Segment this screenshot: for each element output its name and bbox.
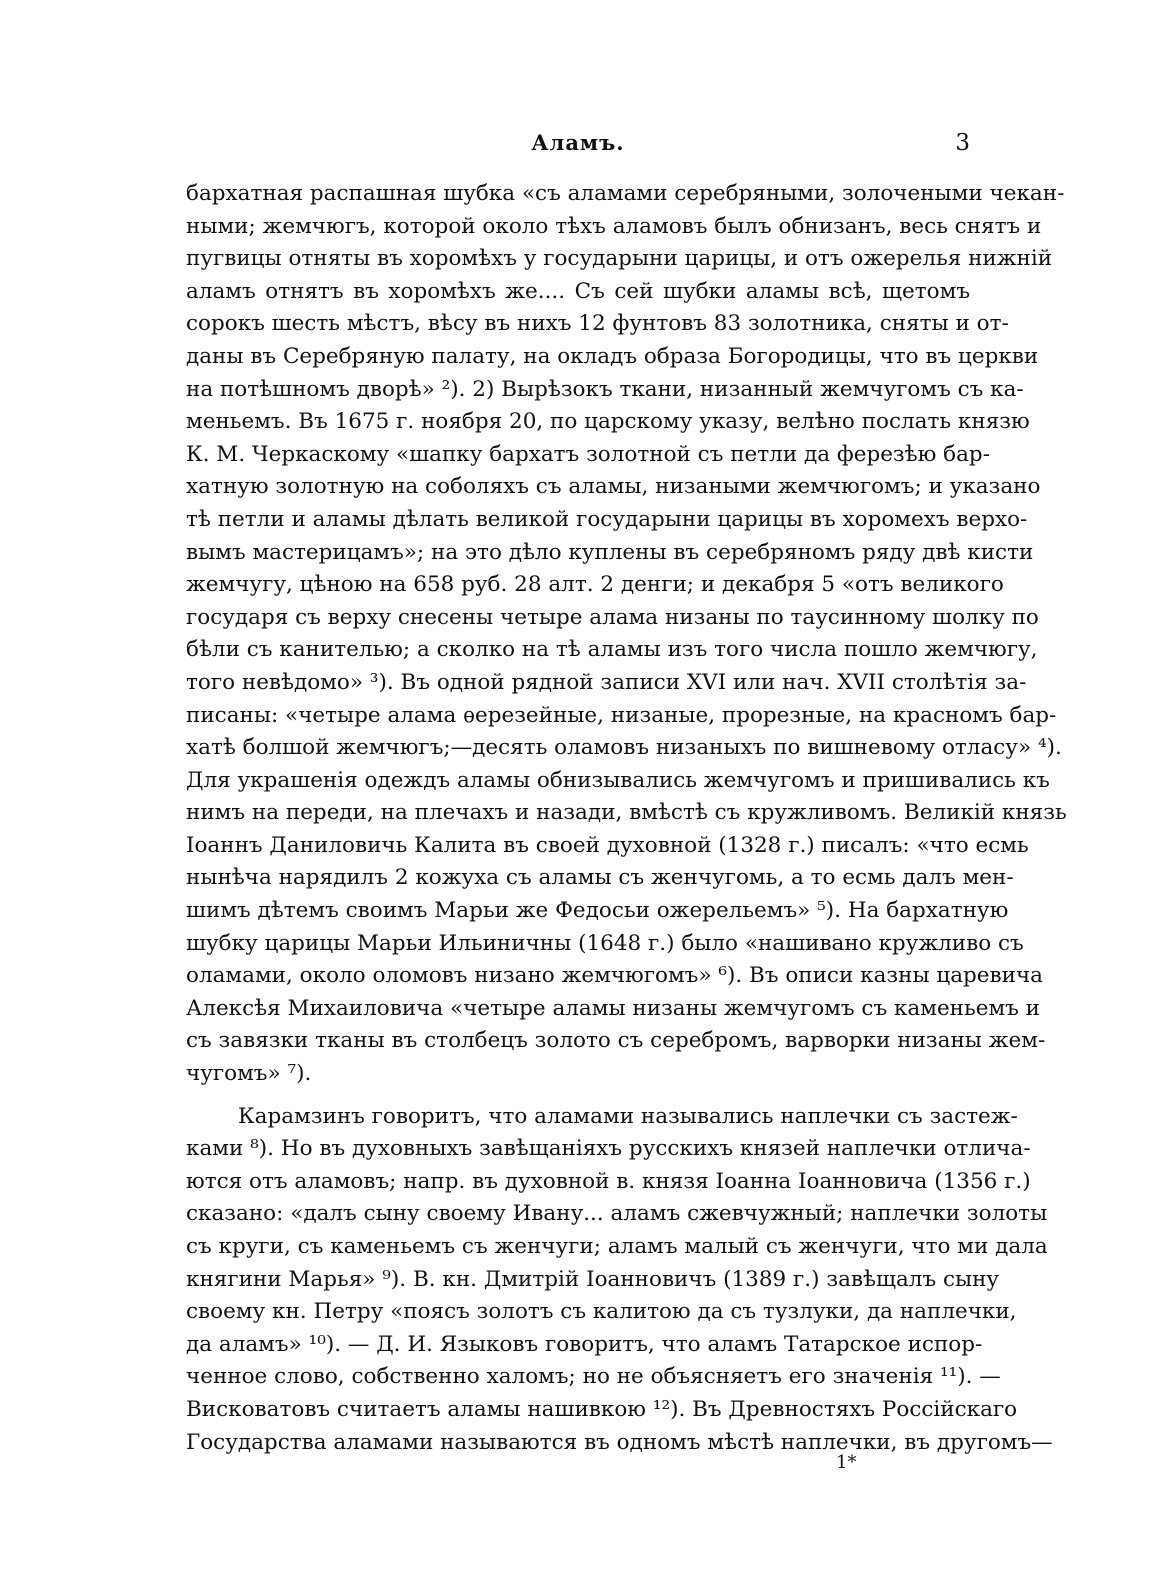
text-line: ками ⁸). Но въ духовныхъ завѣщаніяхъ русскихъ князей наплечки отлича- [186, 1136, 1031, 1162]
text-line: государя съ верху снесены четыре алама низаны по таусинному шолку по [186, 604, 1039, 630]
text-line: ются отъ аламовъ; напр. въ духовной в. князя Іоанна Іоанновича (1356 г.) [186, 1168, 1031, 1194]
text-line: вымъ мастерицамъ»; на это дѣло куплены въ серебряномъ ряду двѣ кисти [186, 539, 1034, 565]
text-line: ными; жемчюгъ, которой около тѣхъ аламовъ былъ обнизанъ, весь снятъ и [186, 213, 1042, 239]
text-line: тѣ петли и аламы дѣлать великой государыни царицы въ хоромехъ верхо- [186, 506, 1028, 532]
text-line: аламъ отнятъ въ хоромѣхъ же.... Съ сей шубки аламы всѣ, щетомъ [186, 278, 970, 304]
text-line: ченное слово, собственно халомъ; но не объясняетъ его значенія ¹¹). — [186, 1364, 1001, 1390]
text-line: да аламъ» ¹⁰). — Д. И. Языковъ говоритъ, что аламъ Татарское испор- [186, 1331, 983, 1357]
text-line: К. М. Черкаскому «шапку бархатъ золотной съ петли да ферезѣю бар- [186, 441, 990, 467]
text-line: княгини Марья» ⁹). В. кн. Дмитрій Іоанновичъ (1389 г.) завѣщалъ сыну [186, 1266, 1000, 1292]
paragraph-1 [186, 178, 1067, 1091]
page-title: Аламъ. [531, 130, 625, 155]
text-line: пугвицы отняты въ хоромѣхъ у государыни царицы, и отъ ожерелья нижній [186, 246, 1053, 272]
text-line: нимъ на переди, на плечахъ и назади, вмѣстѣ съ кружливомъ. Великій князь [186, 800, 1067, 826]
sheet-signature: 1* [836, 1452, 857, 1473]
text-line: бархатная распашная шубка «съ аламами серебряными, золочеными чекан- [186, 181, 1065, 206]
text-line: Іоаннъ Даниловичь Калита въ своей духовной (1328 г.) писалъ: «что есмь [186, 832, 1029, 858]
text-line: даны въ Серебряную палату, на окладъ образа Богородицы, что въ церкви [186, 343, 1039, 369]
text-line: того невѣдомо» ³). Въ одной рядной записи XVI или нач. XVII столѣтія за- [186, 669, 1027, 695]
text-line: на потѣшномъ дворѣ» ²). 2) Вырѣзокъ ткани, низанный жемчугомъ съ ка- [186, 376, 1024, 402]
text-line: бѣли съ канителью; а сколко на тѣ аламы изъ того числа пошло жемчюгу, [186, 637, 1038, 663]
text-line: Алексѣя Михаиловича «четыре аламы низаны жемчугомъ съ каменьемъ и [186, 995, 1041, 1021]
running-head [186, 130, 970, 160]
text-line: нынѣча нарядилъ 2 кожуха съ аламы съ женчугомь, а то есмь далъ мен- [186, 865, 1014, 891]
paragraph-2 [186, 1101, 1053, 1460]
text-line: хатѣ болшой жемчюгъ;—десять оламовъ низаныхъ по вишневому отласу» ⁴). [186, 735, 1062, 761]
page-number: 3 [955, 130, 970, 156]
text-line: жемчугу, цѣною на 658 руб. 28 алт. 2 денги; и декабря 5 «отъ великого [186, 572, 1004, 598]
text-line: съ круги, съ каменьемъ съ женчуги; аламъ малый съ женчуги, что ми дала [186, 1234, 1048, 1259]
text-line: писаны: «четыре алама ѳерезейные, низаные, прорезные, на красномъ бар- [186, 702, 1057, 728]
text-line: меньемъ. Въ 1675 г. ноября 20, по царскому указу, велѣно послать князю [186, 409, 1030, 435]
text-line: Висковатовъ считаетъ аламы нашивкою ¹²). Въ Древностяхъ Россійскаго [186, 1396, 1018, 1422]
text-line: Для украшенія одеждъ аламы обнизывались жемчугомъ и пришивались къ [186, 767, 1050, 793]
text-line: чугомъ» ⁷). [186, 1061, 312, 1087]
text-line: сказано: «далъ сыну своему Ивану... аламъ сжевчужный; наплечки золоты [186, 1201, 1048, 1227]
text-line: съ завязки тканы въ столбецъ золото съ серебромъ, варворки низаны жем- [186, 1028, 1046, 1054]
text-line: Карамзинъ говоритъ, что аламами назывались наплечки съ застеж- [238, 1103, 1018, 1129]
text-line: оламами, около оломовъ низано жемчюгомъ» ⁶). Въ описи казны царевича [186, 963, 1043, 989]
body-text [186, 178, 1067, 1459]
text-line: сорокъ шесть мѣстъ, вѣсу въ нихъ 12 фунтовъ 83 золотника, сняты и от- [186, 311, 1009, 337]
text-line: Государства аламами называются въ одномъ мѣстѣ наплечки, въ другомъ— [186, 1429, 1053, 1455]
text-line: шимъ дѣтемъ своимъ Марьи же Федосьи ожерельемъ» ⁵). На бархатную [186, 898, 1009, 924]
text-line: своему кн. Петру «поясъ золотъ съ калитою да съ тузлуки, да наплечки, [186, 1299, 1017, 1325]
text-line: хатную золотную на соболяхъ съ аламы, низаными жемчюгомъ; и указано [186, 474, 1041, 500]
text-line: шубку царицы Марьи Ильиничны (1648 г.) было «нашивано кружливо съ [186, 930, 1024, 956]
